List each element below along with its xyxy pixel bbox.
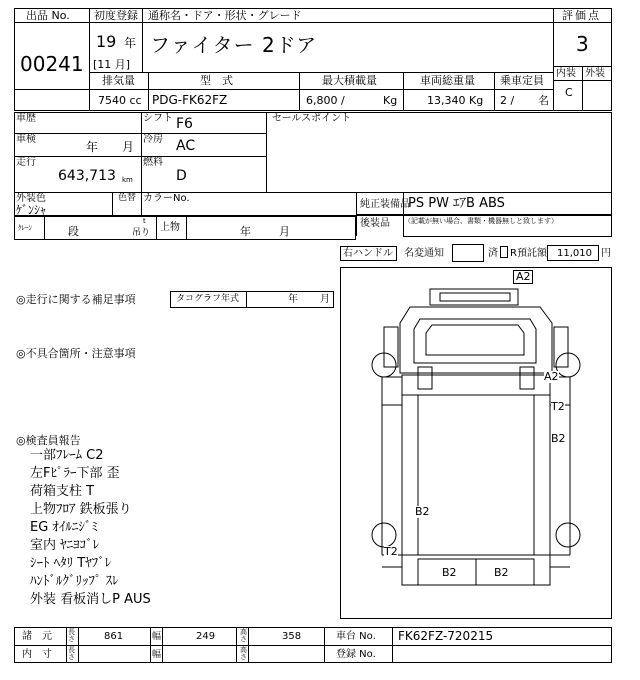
report-line: 荷箱支柱 T <box>30 484 95 499</box>
lot-number: 00241 <box>20 52 84 76</box>
color-code-label: カラーNo. <box>143 193 190 204</box>
damage-mark-rear-left: B2 <box>442 566 457 579</box>
history-label: 車歴 <box>16 113 36 124</box>
recycle-amount: 11,010 <box>557 248 592 259</box>
cab-roof-outline <box>430 289 518 305</box>
inspection-year-unit: 年 <box>86 140 99 154</box>
aftermarket-label: 後装品 <box>360 218 390 229</box>
inner-height-label: 高さ <box>240 646 247 661</box>
registration-year: 19 <box>96 32 117 51</box>
report-line: 上物ﾌﾛｱ 鉄板張り <box>30 502 132 517</box>
driving-notes-label: ◎走行に関する補足事項 <box>16 293 136 306</box>
report-line: EG ｵｲﾙﾆｼﾞﾐ <box>30 520 98 535</box>
max-load-value: 6,800 / <box>306 94 345 107</box>
gross-weight-value: 13,340 Kg <box>427 94 484 107</box>
displacement-label: 排気量 <box>102 74 135 87</box>
report-line: 室内 ﾔﾆﾖｺﾞﾚ <box>30 538 100 553</box>
report-line: 外装 看板消しP AUS <box>30 592 151 607</box>
mileage-label: 走行 <box>16 157 36 168</box>
width-label: 幅 <box>152 632 162 642</box>
length-value: 861 <box>104 631 124 642</box>
aftermarket-note: （記載が無い場合、書類・機器無しと致します） <box>404 217 558 225</box>
chassis-number: FK62FZ-720215 <box>398 629 494 643</box>
inner-width-label: 幅 <box>152 650 162 660</box>
damage-mark-body-right-mid: B2 <box>551 432 566 445</box>
ac-value: AC <box>176 138 196 154</box>
ac-label: 冷房 <box>143 134 163 145</box>
inner-dimensions-label: 内 寸 <box>22 649 52 660</box>
model-label: 型 式 <box>200 74 233 87</box>
capacity-unit: 名 <box>538 94 549 107</box>
capacity-value: 2 / <box>500 94 515 107</box>
chassis-label: 車台 No. <box>336 631 376 642</box>
report-line: ｼｰﾄ ﾍﾀﾘ Tﾔﾌﾞﾚ <box>30 556 112 571</box>
upper-body-label: 上物 <box>160 222 180 233</box>
gross-weight-label: 車両総重量 <box>420 74 475 87</box>
sales-point-label: セールスポイント <box>272 113 352 124</box>
tachograph-label: タコグラフ年式 <box>176 294 240 304</box>
defects-label: ◎不具合箇所・注意事項 <box>16 347 136 360</box>
recycle-unit: 円 <box>601 248 611 259</box>
damage-mark-body-left-lower: T2 <box>384 545 398 558</box>
inner-length-label: 長さ <box>68 646 75 661</box>
tachograph-month-unit: 月 <box>320 294 330 305</box>
report-line: 一部ﾌﾚｰﾑ C2 <box>30 448 104 463</box>
tachograph-year-unit: 年 <box>288 294 298 305</box>
crane-stage-unit: 段 <box>68 225 79 238</box>
inspection-month-unit: 月 <box>122 140 135 154</box>
crane-row <box>14 216 356 240</box>
length-label: 長さ <box>68 628 75 643</box>
truck-diagram <box>340 267 612 619</box>
fuel-value: D <box>176 168 187 184</box>
mileage-value: 643,713 <box>58 168 116 184</box>
upper-month-unit: 月 <box>279 225 290 238</box>
inspection-label: 車検 <box>16 134 36 145</box>
shift-value: F6 <box>176 116 193 132</box>
crane-ton-unit: t <box>143 217 146 225</box>
deposit-box <box>500 246 508 258</box>
car-name-label: 通称名・ドア・形状・グレード <box>148 9 302 22</box>
color-change-label: 色替 <box>118 193 137 203</box>
damage-mark-body-left-mid: B2 <box>415 505 430 518</box>
damage-mark-body-right-upper: T2 <box>551 400 565 413</box>
shift-label: シフト <box>143 113 173 124</box>
overall-score: 3 <box>576 32 589 56</box>
fuel-label: 燃料 <box>143 157 163 168</box>
height-label: 高さ <box>240 628 247 643</box>
grade-label: 評価点 <box>562 9 601 22</box>
standard-equipment-label: 純正装備品 <box>360 199 410 210</box>
model-value: PDG-FK62FZ <box>152 93 228 107</box>
standard-equipment-value: PS PW ｴｱB ABS <box>408 196 505 211</box>
name-change-label: 名変通知 <box>404 248 444 259</box>
crane-hanging-unit: 吊り <box>132 228 151 238</box>
exterior-color-value: ｹﾞﾝｼｬ <box>16 203 47 217</box>
interior-score: C <box>565 86 573 99</box>
damage-mark-rear-right: B2 <box>494 566 509 579</box>
registration-year-unit: 年 <box>124 36 137 50</box>
capacity-label: 乗車定員 <box>500 74 544 87</box>
steering-value: 右ハンドル <box>343 248 393 259</box>
report-line: 左Fﾋﾟﾗｰ下部 歪 <box>30 466 120 481</box>
name-change-box <box>452 244 484 262</box>
upper-year-unit: 年 <box>240 225 251 238</box>
crane-label: ｸﾚｰﾝ <box>18 224 32 232</box>
mileage-unit: km <box>122 176 133 184</box>
exterior-score-label: 外装 <box>585 68 605 79</box>
report-line: ﾊﾝﾄﾞﾙｸﾞﾘｯﾌﾟ ｽﾚ <box>30 574 119 589</box>
rear-left-wheel <box>372 523 396 547</box>
cargo-bed-outline <box>402 375 550 585</box>
registration-label: 登録 No. <box>336 649 376 660</box>
deposit-prefix: 済 <box>488 248 498 259</box>
first-registration-label: 初度登録 <box>94 9 138 22</box>
car-name: ファイター 2ドア <box>150 33 318 57</box>
registration-month: [11 月] <box>93 58 131 71</box>
height-value: 358 <box>282 631 302 642</box>
lot-no-label: 出品 No. <box>26 9 70 22</box>
details-section <box>14 112 612 216</box>
exterior-color-label: 外装色 <box>16 193 46 204</box>
damage-mark-roof: A2 <box>516 270 531 283</box>
width-value: 249 <box>196 631 216 642</box>
displacement-value: 7540 cc <box>98 94 142 107</box>
max-load-label: 最大積載量 <box>322 74 377 87</box>
dimensions-label: 諸 元 <box>22 631 52 642</box>
max-load-unit: Kg <box>383 94 398 107</box>
inspector-report-label: ◎検査員報告 <box>16 434 81 447</box>
rear-right-wheel <box>556 523 580 547</box>
interior-score-label: 内装 <box>556 68 576 79</box>
damage-mark-cab-right: A2 <box>544 370 559 383</box>
recycle-label: R預託額 <box>510 248 547 259</box>
